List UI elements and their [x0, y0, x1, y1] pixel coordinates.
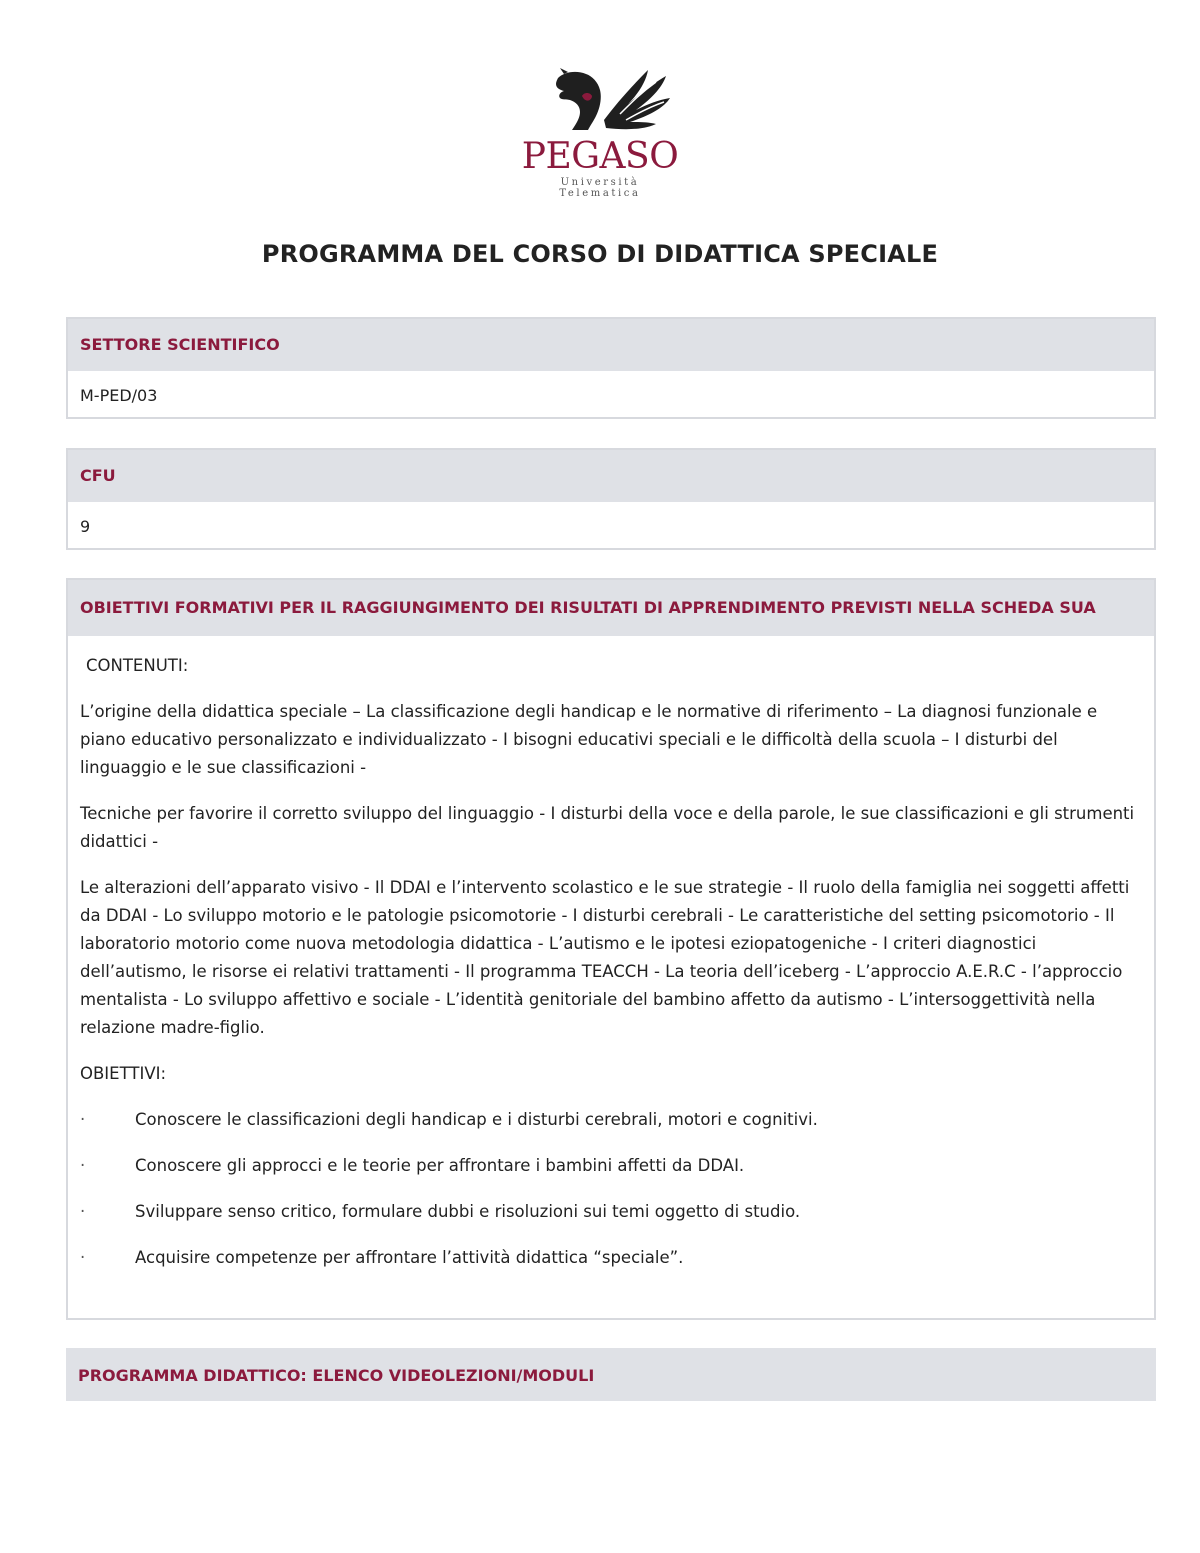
settore-value: M-PED/03	[80, 386, 158, 405]
cfu-heading: CFU	[68, 450, 1154, 502]
list-item-text: Conoscere gli approcci e le teorie per affrontare i bambini affetti da DDAI.	[135, 1156, 745, 1175]
bullet-icon: ·	[80, 1202, 86, 1221]
obiettivi-content	[68, 636, 1154, 1272]
cfu-value: 9	[80, 517, 91, 536]
list-item-text: Conoscere le classificazioni degli handicap e i disturbi cerebrali, motori e cognitivi.	[135, 1110, 818, 1129]
pegasus-icon	[520, 64, 680, 134]
contenuti-paragraph: Tecniche per favorire il corretto sviluppo del linguaggio - I disturbi della voce e della parole, le sue classificazioni e gli strumenti didattici -	[80, 804, 1135, 851]
list-item	[80, 1106, 1142, 1134]
settore-section	[66, 317, 1156, 419]
list-item-text: Acquisire competenze per affrontare l’attività didattica “speciale”.	[135, 1248, 684, 1267]
pegaso-logo	[520, 64, 680, 199]
obiettivi-list	[80, 1106, 1142, 1272]
contenuti-paragraph: Le alterazioni dell’apparato visivo - Il DDAI e l’intervento scolastico e le sue strategie - Il ruolo della famiglia nei soggetti affetti da DDAI - Lo sviluppo motorio e le patologie psicomotorie - I disturbi cerebrali - Le caratteristiche del setting psicomotorio - Il laboratorio motorio come nuova metodologia didattica - L’autismo e le ipotesi eziopatogeniche - I criteri diagnostici dell’autismo, le risorse ei relativi trattamenti - Il programma TEACCH - La teoria dell’iceberg - L’approccio A.E.R.C - l’approccio mentalista - Lo sviluppo affettivo e sociale - L’identità genitoriale del bambino affetto da autismo - L’intersoggettività nella relazione madre-figlio.	[80, 878, 1130, 1037]
obiettivi-label: OBIETTIVI:	[80, 1064, 167, 1083]
page-title: PROGRAMMA DEL CORSO DI DIDATTICA SPECIALE	[261, 240, 939, 268]
logo-wordmark: PEGASO	[521, 136, 679, 177]
list-item	[80, 1152, 1142, 1180]
bullet-icon: ·	[80, 1156, 86, 1175]
obiettivi-section	[66, 578, 1156, 1320]
logo-subtitle: Università Telematica	[559, 177, 641, 199]
contenuti-paragraph: L’origine della didattica speciale – La classificazione degli handicap e le normative di riferimento – La diagnosi funzionale e piano educativo personalizzato e individualizzato - I bisogni educativi speciali e le difficoltà della scuola – I disturbi del linguaggio e le sue classificazioni -	[80, 702, 1098, 777]
settore-heading: SETTORE SCIENTIFICO	[68, 319, 1154, 371]
cfu-section	[66, 448, 1156, 550]
list-item	[80, 1244, 1142, 1272]
programma-heading: PROGRAMMA DIDATTICO: ELENCO VIDEOLEZIONI/MODULI	[66, 1348, 1156, 1401]
bullet-icon: ·	[80, 1248, 86, 1267]
programma-section	[66, 1348, 1156, 1401]
obiettivi-heading: OBIETTIVI FORMATIVI PER IL RAGGIUNGIMENTO DEI RISULTATI DI APPRENDIMENTO PREVISTI NELLA SCHEDA SUA	[68, 580, 1154, 636]
contenuti-label: CONTENUTI:	[86, 656, 189, 675]
list-item-text: Sviluppare senso critico, formulare dubbi e risoluzioni sui temi oggetto di studio.	[135, 1202, 801, 1221]
bullet-icon: ·	[80, 1110, 86, 1129]
list-item	[80, 1198, 1142, 1226]
